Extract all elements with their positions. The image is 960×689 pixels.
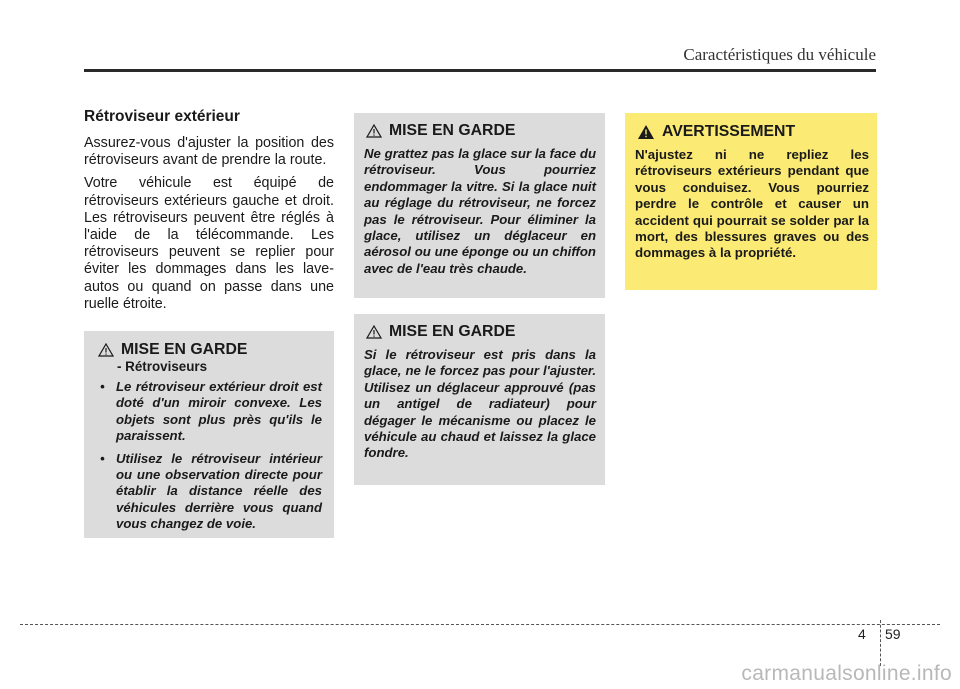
page-header-title: Caractéristiques du véhicule — [683, 45, 876, 64]
caution-text: Ne grattez pas la glace sur la face du rétroviseur. Vous pourriez endommager la vitre. Si la glace nuit au réglage du rétroviseur, ne forcez pas le rétroviseur. Pour éliminer la glace, utilisez un déglaceur en aérosol ou une éponge ou un chiffon avec de l'eau très chaude. — [364, 146, 596, 276]
warning-triangle-filled-icon — [637, 124, 655, 140]
caution-list — [100, 379, 322, 539]
bullet: • — [100, 450, 105, 466]
footer-divider — [880, 620, 881, 666]
warning-text: N'ajustez ni ne repliez les rétroviseurs extérieurs pendant que vous conduisez. Vous pourriez perdre le contrôle et causer un accident qui pourrait se solder par la mort, des blessures graves ou des dommages à la propriété. — [635, 147, 869, 261]
list-item — [100, 451, 322, 533]
warning-triangle-icon — [366, 124, 382, 138]
watermark: carmanualsonline.info — [741, 662, 952, 685]
section-title: Rétroviseur extérieur — [84, 108, 240, 125]
chapter-number: 4 — [858, 626, 866, 642]
warning-box — [625, 113, 877, 290]
caution-heading — [366, 122, 515, 140]
warning-title: AVERTISSEMENT — [662, 123, 796, 140]
page-number: 59 — [885, 626, 901, 642]
caution-subtitle: - Rétroviseurs — [117, 359, 208, 374]
caution-box-stuck — [354, 314, 605, 485]
list-item — [100, 379, 322, 445]
caution-heading — [366, 323, 515, 341]
warning-triangle-icon — [366, 325, 382, 339]
caution-text: Si le rétroviseur est pris dans la glace, ne le forcez pas pour l'ajuster. Utilisez un déglaceur approuvé (pas un antigel de radiateur) pour dégager le mécanisme ou placez le véhicule au chaud et laissez la glace fondre. — [364, 347, 596, 461]
caution-title: MISE EN GARDE — [121, 341, 248, 358]
warning-triangle-icon — [98, 343, 114, 357]
paragraph: Assurez-vous d'ajuster la position des rétroviseurs avant de prendre la route. — [84, 135, 334, 169]
list-item-text: Utilisez le rétroviseur intérieur ou une observation directe pour établir la distance réelle des véhicules derrière vous quand vous changez de voie. — [116, 450, 322, 532]
main-text-column — [84, 108, 334, 319]
footer-rule — [20, 624, 940, 625]
bullet: • — [100, 379, 105, 394]
header-rule — [84, 69, 876, 72]
caution-title: MISE EN GARDE — [389, 122, 516, 139]
warning-heading — [637, 123, 795, 141]
caution-title: MISE EN GARDE — [389, 323, 516, 340]
caution-box-ice — [354, 113, 605, 298]
paragraph: Votre véhicule est équipé de rétroviseurs extérieurs gauche et droit. Les rétroviseurs peuvent être réglés à l'aide de la télécommande. Les rétroviseurs peuvent se replier pour éviter les dommages dans les lave-autos ou quand on passe dans une ruelle étroite. — [84, 175, 334, 312]
caution-heading — [98, 341, 247, 359]
list-item-text: Le rétroviseur extérieur droit est doté d'un miroir convexe. Les objets sont plus près qu'ils le paraissent. — [116, 379, 322, 444]
caution-box-mirrors — [84, 331, 334, 538]
